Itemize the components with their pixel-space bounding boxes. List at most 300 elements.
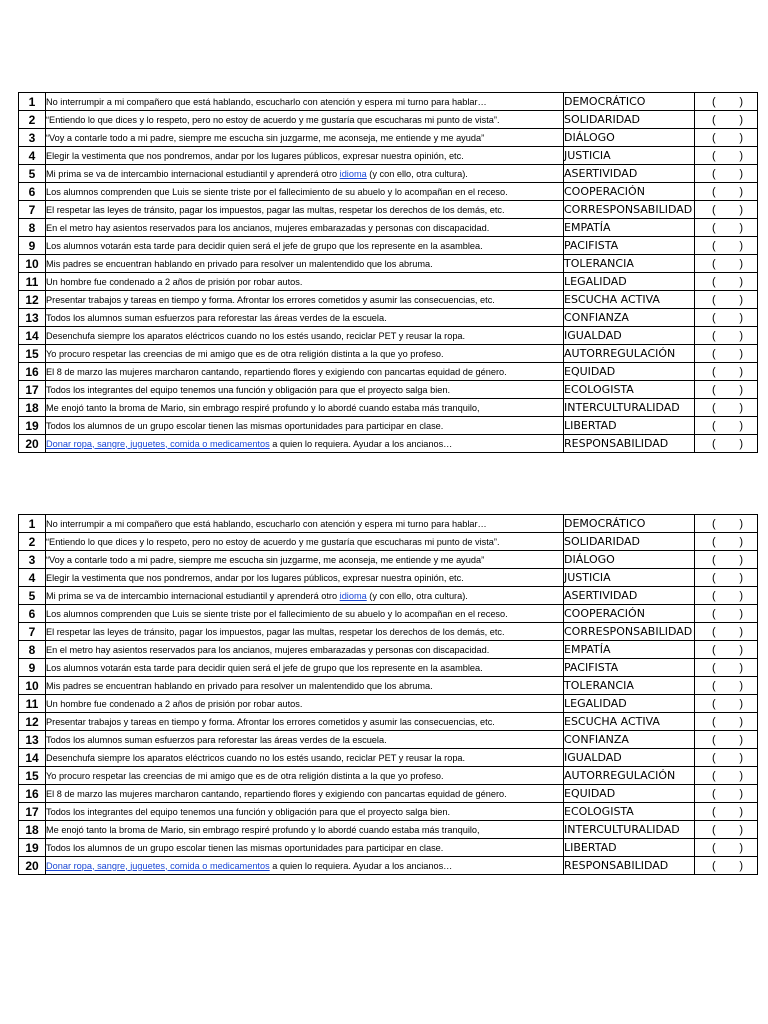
answer-blank[interactable]: [695, 551, 758, 569]
statement-cell: [46, 381, 564, 399]
row-number: 15: [19, 345, 46, 363]
answer-parentheses: [695, 222, 757, 234]
close-paren: ): [739, 95, 743, 108]
statement-link[interactable]: idioma: [339, 590, 367, 601]
table-row: [19, 417, 758, 435]
open-paren: (: [712, 95, 716, 108]
answer-blank[interactable]: [695, 417, 758, 435]
close-paren: ): [739, 715, 743, 728]
statement-text: Desenchufa siempre los aparatos eléctricos cuando no los estés usando, reciclar PET y reusar la ropa.: [46, 330, 466, 341]
row-number: 18: [19, 399, 46, 417]
table-row: [19, 201, 758, 219]
close-paren: ): [739, 823, 743, 836]
statement-text: Los alumnos votarán esta tarde para decidir quien será el jefe de grupo que los represente en la asamblea.: [46, 240, 483, 251]
close-paren: ): [739, 841, 743, 854]
statement-cell: [46, 659, 564, 677]
worksheet-table-1: [18, 92, 758, 453]
table-row: [19, 641, 758, 659]
table-row: [19, 273, 758, 291]
close-paren: ): [739, 131, 743, 144]
row-number: 4: [19, 569, 46, 587]
answer-parentheses: [695, 626, 757, 638]
value-cell: RESPONSABILIDAD: [564, 857, 695, 875]
value-cell: DEMOCRÁTICO: [564, 515, 695, 533]
close-paren: ): [739, 769, 743, 782]
answer-blank[interactable]: [695, 165, 758, 183]
open-paren: (: [712, 437, 716, 450]
value-cell: DIÁLOGO: [564, 129, 695, 147]
statement-cell: [46, 587, 564, 605]
answer-blank[interactable]: [695, 641, 758, 659]
statement-text: Me enojó tanto la broma de Mario, sin embrago respiré profundo y lo abordé cuando estaba más tranquilo,: [46, 824, 480, 835]
statement-text: Me enojó tanto la broma de Mario, sin embrago respiré profundo y lo abordé cuando estaba más tranquilo,: [46, 402, 480, 413]
statement-cell: [46, 165, 564, 183]
row-number: 17: [19, 381, 46, 399]
row-number: 8: [19, 219, 46, 237]
open-paren: (: [712, 607, 716, 620]
open-paren: (: [712, 679, 716, 692]
statement-text: Los alumnos comprenden que Luis se siente triste por el fallecimiento de su abuelo y lo acompañan en el receso.: [46, 608, 508, 619]
table-row: [19, 363, 758, 381]
value-cell: SOLIDARIDAD: [564, 533, 695, 551]
statement-text: Desenchufa siempre los aparatos eléctricos cuando no los estés usando, reciclar PET y reusar la ropa.: [46, 752, 466, 763]
value-cell: ASERTIVIDAD: [564, 165, 695, 183]
answer-blank[interactable]: [695, 363, 758, 381]
answer-parentheses: [695, 788, 757, 800]
value-cell: CORRESPONSABILIDAD: [564, 623, 695, 641]
statement-text: El 8 de marzo las mujeres marcharon cantando, repartiendo flores y exigiendo con pancartas equidad de género.: [46, 788, 507, 799]
answer-blank[interactable]: [695, 839, 758, 857]
answer-blank[interactable]: [695, 821, 758, 839]
table-row: [19, 821, 758, 839]
answer-parentheses: [695, 438, 757, 450]
row-number: 1: [19, 515, 46, 533]
statement-text: Un hombre fue condenado a 2 años de prisión por robar autos.: [46, 276, 303, 287]
answer-parentheses: [695, 554, 757, 566]
table-row: [19, 695, 758, 713]
row-number: 12: [19, 713, 46, 731]
statement-cell: [46, 147, 564, 165]
row-number: 12: [19, 291, 46, 309]
value-cell: SOLIDARIDAD: [564, 111, 695, 129]
open-paren: (: [712, 589, 716, 602]
answer-blank[interactable]: [695, 857, 758, 875]
answer-parentheses: [695, 240, 757, 252]
open-paren: (: [712, 805, 716, 818]
value-cell: ESCUCHA ACTIVA: [564, 291, 695, 309]
open-paren: (: [712, 643, 716, 656]
value-cell: LEGALIDAD: [564, 695, 695, 713]
close-paren: ): [739, 697, 743, 710]
value-cell: IGUALDAD: [564, 749, 695, 767]
answer-parentheses: [695, 590, 757, 602]
table-row: [19, 749, 758, 767]
statement-text: Los alumnos comprenden que Luis se siente triste por el fallecimiento de su abuelo y lo acompañan en el receso.: [46, 186, 508, 197]
open-paren: (: [712, 419, 716, 432]
worksheet-table-1-body: [19, 93, 758, 453]
answer-blank[interactable]: [695, 749, 758, 767]
table-row: [19, 803, 758, 821]
close-paren: ): [739, 329, 743, 342]
answer-parentheses: [695, 96, 757, 108]
value-cell: AUTORREGULACIÓN: [564, 767, 695, 785]
close-paren: ): [739, 679, 743, 692]
statement-cell: [46, 785, 564, 803]
row-number: 7: [19, 623, 46, 641]
row-number: 14: [19, 749, 46, 767]
open-paren: (: [712, 293, 716, 306]
row-number: 20: [19, 857, 46, 875]
table-row: [19, 255, 758, 273]
value-cell: COOPERACIÓN: [564, 183, 695, 201]
answer-parentheses: [695, 842, 757, 854]
table-row: [19, 533, 758, 551]
row-number: 9: [19, 237, 46, 255]
answer-blank[interactable]: [695, 219, 758, 237]
answer-parentheses: [695, 806, 757, 818]
value-cell: INTERCULTURALIDAD: [564, 821, 695, 839]
row-number: 20: [19, 435, 46, 453]
close-paren: ): [739, 571, 743, 584]
statement-text: Mis padres se encuentran hablando en privado para resolver un malentendido que los abruma.: [46, 680, 433, 691]
answer-parentheses: [695, 294, 757, 306]
open-paren: (: [712, 167, 716, 180]
value-cell: ECOLOGISTA: [564, 381, 695, 399]
statement-text: a quien lo requiera. Ayudar a los ancianos…: [269, 860, 453, 871]
statement-cell: [46, 435, 564, 453]
table-row: [19, 399, 758, 417]
statement-cell: [46, 623, 564, 641]
open-paren: (: [712, 571, 716, 584]
open-paren: (: [712, 311, 716, 324]
close-paren: ): [739, 607, 743, 620]
statement-cell: [46, 605, 564, 623]
statement-cell: [46, 749, 564, 767]
table-row: [19, 605, 758, 623]
row-number: 19: [19, 839, 46, 857]
statement-text: Yo procuro respetar las creencias de mi amigo que es de otra religión distinta a la que yo profeso.: [46, 770, 444, 781]
statement-cell: [46, 309, 564, 327]
table-row: [19, 839, 758, 857]
worksheet-table-2: [18, 514, 758, 875]
close-paren: ): [739, 859, 743, 872]
table-row: [19, 291, 758, 309]
answer-blank[interactable]: [695, 345, 758, 363]
answer-blank[interactable]: [695, 695, 758, 713]
value-cell: LIBERTAD: [564, 839, 695, 857]
answer-blank[interactable]: [695, 435, 758, 453]
statement-text: No interrumpir a mi compañero que está hablando, escucharlo con atención y espera mi turno para hablar…: [46, 96, 487, 107]
statement-cell: [46, 857, 564, 875]
table-row: [19, 551, 758, 569]
value-cell: ECOLOGISTA: [564, 803, 695, 821]
statement-text: “Voy a contarle todo a mi padre, siempre me escucha sin juzgarme, me aconseja, me entiende y me ayuda”: [46, 132, 485, 143]
open-paren: (: [712, 131, 716, 144]
statement-link[interactable]: Donar ropa, sangre, juguetes, comida o medicamentos: [46, 860, 270, 871]
open-paren: (: [712, 751, 716, 764]
statement-link[interactable]: Donar ropa, sangre, juguetes, comida o medicamentos: [46, 438, 270, 449]
close-paren: ): [739, 553, 743, 566]
table-row: [19, 345, 758, 363]
close-paren: ): [739, 643, 743, 656]
statement-text: No interrumpir a mi compañero que está hablando, escucharlo con atención y espera mi turno para hablar…: [46, 518, 487, 529]
open-paren: (: [712, 625, 716, 638]
answer-parentheses: [695, 186, 757, 198]
statement-cell: [46, 713, 564, 731]
answer-blank[interactable]: [695, 111, 758, 129]
table-row: [19, 129, 758, 147]
answer-parentheses: [695, 608, 757, 620]
statement-text: Los alumnos votarán esta tarde para decidir quien será el jefe de grupo que los represente en la asamblea.: [46, 662, 483, 673]
answer-blank[interactable]: [695, 569, 758, 587]
open-paren: (: [712, 733, 716, 746]
open-paren: (: [712, 769, 716, 782]
answer-parentheses: [695, 258, 757, 270]
answer-parentheses: [695, 698, 757, 710]
open-paren: (: [712, 329, 716, 342]
statement-cell: [46, 399, 564, 417]
statement-text: (y con ello, otra cultura).: [366, 168, 468, 179]
statement-text: “Entiendo lo que dices y lo respeto, pero no estoy de acuerdo y me gustaría que escucharas mi punto de vista”.: [46, 536, 500, 547]
statement-cell: [46, 821, 564, 839]
statement-text: Todos los alumnos de un grupo escolar tienen las mismas oportunidades para participar en clase.: [46, 420, 444, 431]
table-row: [19, 713, 758, 731]
statement-cell: [46, 237, 564, 255]
answer-blank[interactable]: [695, 767, 758, 785]
answer-parentheses: [695, 860, 757, 872]
close-paren: ): [739, 293, 743, 306]
row-number: 14: [19, 327, 46, 345]
statement-cell: [46, 129, 564, 147]
statement-text: “Voy a contarle todo a mi padre, siempre me escucha sin juzgarme, me aconseja, me entiende y me ayuda”: [46, 554, 485, 565]
row-number: 4: [19, 147, 46, 165]
table-row: [19, 147, 758, 165]
statement-text: El respetar las leyes de tránsito, pagar los impuestos, pagar las multas, respetar los derechos de los demás, etc.: [46, 626, 505, 637]
answer-parentheses: [695, 824, 757, 836]
answer-blank[interactable]: [695, 273, 758, 291]
table-row: [19, 111, 758, 129]
row-number: 2: [19, 111, 46, 129]
open-paren: (: [712, 383, 716, 396]
statement-link[interactable]: idioma: [339, 168, 367, 179]
statement-cell: [46, 767, 564, 785]
close-paren: ): [739, 437, 743, 450]
close-paren: ): [739, 257, 743, 270]
table-row: [19, 731, 758, 749]
answer-parentheses: [695, 536, 757, 548]
row-number: 13: [19, 731, 46, 749]
answer-parentheses: [695, 402, 757, 414]
answer-parentheses: [695, 518, 757, 530]
table-row: [19, 515, 758, 533]
answer-parentheses: [695, 662, 757, 674]
table-row: [19, 435, 758, 453]
close-paren: ): [739, 517, 743, 530]
statement-text: Todos los alumnos suman esfuerzos para reforestar las áreas verdes de la escuela.: [46, 734, 387, 745]
table-row: [19, 785, 758, 803]
answer-parentheses: [695, 572, 757, 584]
open-paren: (: [712, 203, 716, 216]
row-number: 11: [19, 695, 46, 713]
value-cell: JUSTICIA: [564, 569, 695, 587]
statement-cell: [46, 273, 564, 291]
close-paren: ): [739, 805, 743, 818]
statement-text: Presentar trabajos y tareas en tiempo y forma. Afrontar los errores cometidos y asumir las consecuencias, etc.: [46, 716, 495, 727]
answer-blank[interactable]: [695, 201, 758, 219]
close-paren: ): [739, 239, 743, 252]
row-number: 8: [19, 641, 46, 659]
close-paren: ): [739, 149, 743, 162]
value-cell: EMPATÍA: [564, 219, 695, 237]
answer-blank[interactable]: [695, 623, 758, 641]
answer-parentheses: [695, 734, 757, 746]
answer-blank[interactable]: [695, 731, 758, 749]
table-row: [19, 659, 758, 677]
table-row: [19, 569, 758, 587]
close-paren: ): [739, 347, 743, 360]
close-paren: ): [739, 589, 743, 602]
value-cell: EMPATÍA: [564, 641, 695, 659]
answer-blank[interactable]: [695, 399, 758, 417]
table-row: [19, 165, 758, 183]
statement-cell: [46, 839, 564, 857]
statement-cell: [46, 345, 564, 363]
statement-text: Elegir la vestimenta que nos pondremos, andar por los lugares públicos, expresar nuestra opinión, etc.: [46, 150, 464, 161]
row-number: 6: [19, 183, 46, 201]
close-paren: ): [739, 221, 743, 234]
statement-cell: [46, 551, 564, 569]
row-number: 15: [19, 767, 46, 785]
value-cell: TOLERANCIA: [564, 677, 695, 695]
answer-blank[interactable]: [695, 803, 758, 821]
answer-blank[interactable]: [695, 327, 758, 345]
row-number: 5: [19, 165, 46, 183]
open-paren: (: [712, 275, 716, 288]
open-paren: (: [712, 553, 716, 566]
answer-blank[interactable]: [695, 147, 758, 165]
answer-blank[interactable]: [695, 587, 758, 605]
value-cell: PACIFISTA: [564, 237, 695, 255]
row-number: 10: [19, 677, 46, 695]
statement-text: Todos los integrantes del equipo tenemos una función y obligación para que el proyecto salga bien.: [46, 806, 451, 817]
close-paren: ): [739, 167, 743, 180]
statement-text: a quien lo requiera. Ayudar a los ancianos…: [269, 438, 453, 449]
answer-blank[interactable]: [695, 237, 758, 255]
value-cell: INTERCULTURALIDAD: [564, 399, 695, 417]
statement-cell: [46, 695, 564, 713]
answer-parentheses: [695, 132, 757, 144]
table-row: [19, 587, 758, 605]
close-paren: ): [739, 311, 743, 324]
answer-parentheses: [695, 204, 757, 216]
statement-text: Todos los alumnos suman esfuerzos para reforestar las áreas verdes de la escuela.: [46, 312, 387, 323]
value-cell: CONFIANZA: [564, 309, 695, 327]
answer-blank[interactable]: [695, 255, 758, 273]
statement-cell: [46, 677, 564, 695]
answer-blank[interactable]: [695, 183, 758, 201]
answer-blank[interactable]: [695, 677, 758, 695]
value-cell: AUTORREGULACIÓN: [564, 345, 695, 363]
row-number: 2: [19, 533, 46, 551]
value-cell: CONFIANZA: [564, 731, 695, 749]
statement-text: En el metro hay asientos reservados para los ancianos, mujeres embarazadas y personas con discapacidad.: [46, 222, 490, 233]
open-paren: (: [712, 221, 716, 234]
value-cell: CORRESPONSABILIDAD: [564, 201, 695, 219]
open-paren: (: [712, 823, 716, 836]
value-cell: EQUIDAD: [564, 785, 695, 803]
statement-cell: [46, 255, 564, 273]
answer-blank[interactable]: [695, 93, 758, 111]
statement-text: Mi prima se va de intercambio internacional estudiantil y aprenderá otro: [46, 168, 340, 179]
answer-parentheses: [695, 420, 757, 432]
statement-text: Yo procuro respetar las creencias de mi amigo que es de otra religión distinta a la que yo profeso.: [46, 348, 444, 359]
value-cell: IGUALDAD: [564, 327, 695, 345]
answer-parentheses: [695, 150, 757, 162]
row-number: 3: [19, 129, 46, 147]
answer-parentheses: [695, 384, 757, 396]
row-number: 1: [19, 93, 46, 111]
close-paren: ): [739, 185, 743, 198]
value-cell: LIBERTAD: [564, 417, 695, 435]
answer-blank[interactable]: [695, 129, 758, 147]
answer-blank[interactable]: [695, 713, 758, 731]
statement-text: Todos los integrantes del equipo tenemos una función y obligación para que el proyecto salga bien.: [46, 384, 451, 395]
statement-cell: [46, 803, 564, 821]
open-paren: (: [712, 661, 716, 674]
close-paren: ): [739, 401, 743, 414]
open-paren: (: [712, 697, 716, 710]
statement-text: Todos los alumnos de un grupo escolar tienen las mismas oportunidades para participar en clase.: [46, 842, 444, 853]
answer-blank[interactable]: [695, 381, 758, 399]
worksheet-table-2-body: [19, 515, 758, 875]
table-row: [19, 309, 758, 327]
value-cell: PACIFISTA: [564, 659, 695, 677]
close-paren: ): [739, 203, 743, 216]
open-paren: (: [712, 859, 716, 872]
close-paren: ): [739, 661, 743, 674]
statement-cell: [46, 569, 564, 587]
statement-cell: [46, 93, 564, 111]
answer-parentheses: [695, 348, 757, 360]
row-number: 16: [19, 785, 46, 803]
value-cell: EQUIDAD: [564, 363, 695, 381]
close-paren: ): [739, 365, 743, 378]
answer-blank[interactable]: [695, 605, 758, 623]
answer-blank[interactable]: [695, 659, 758, 677]
answer-blank[interactable]: [695, 309, 758, 327]
answer-blank[interactable]: [695, 533, 758, 551]
close-paren: ): [739, 383, 743, 396]
statement-cell: [46, 111, 564, 129]
row-number: 10: [19, 255, 46, 273]
table-row: [19, 237, 758, 255]
value-cell: RESPONSABILIDAD: [564, 435, 695, 453]
statement-text: “Entiendo lo que dices y lo respeto, pero no estoy de acuerdo y me gustaría que escucharas mi punto de vista”.: [46, 114, 500, 125]
statement-text: Presentar trabajos y tareas en tiempo y forma. Afrontar los errores cometidos y asumir las consecuencias, etc.: [46, 294, 495, 305]
table-row: [19, 767, 758, 785]
statement-cell: [46, 201, 564, 219]
answer-parentheses: [695, 312, 757, 324]
answer-blank[interactable]: [695, 291, 758, 309]
open-paren: (: [712, 239, 716, 252]
table-row: [19, 857, 758, 875]
value-cell: DEMOCRÁTICO: [564, 93, 695, 111]
statement-text: (y con ello, otra cultura).: [366, 590, 468, 601]
open-paren: (: [712, 401, 716, 414]
answer-blank[interactable]: [695, 515, 758, 533]
answer-blank[interactable]: [695, 785, 758, 803]
row-number: 6: [19, 605, 46, 623]
